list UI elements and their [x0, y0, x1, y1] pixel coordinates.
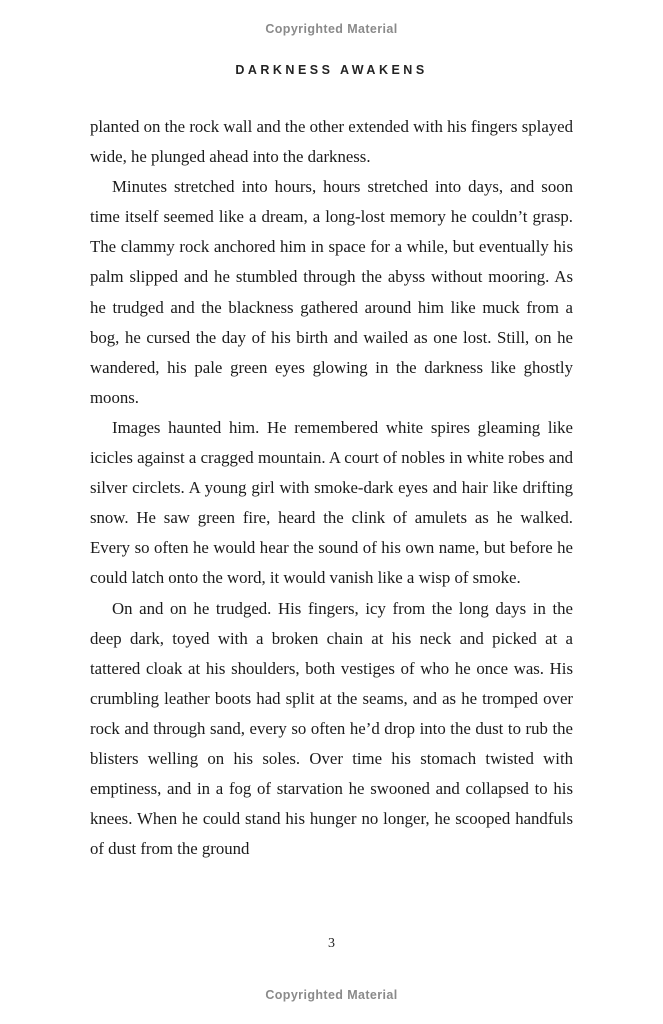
paragraph: On and on he trudged. His fingers, icy from the long days in the deep dark, toyed with a broken chain at his neck and picked at a tattered cloak at his shoulders, both vestiges of who he once was. His crumbling leather boots had split at the seams, and as he tromped over rock and through sand, every so often he’d drop into the dust to rub the blisters welling on his soles. Over time his stomach twisted with emptiness, and in a fog of starvation he swooned and collapsed to his knees. When he could stand his hunger no longer, he scooped handfuls of dust from the ground	[90, 598, 573, 859]
copyright-notice-bottom: Copyrighted Material	[265, 988, 398, 1002]
paragraph: Minutes stretched into hours, hours stretched into days, and soon time itself seemed like a dream, a long-lost memory he couldn’t grasp. The clammy rock anchored him in space for a while, but eventually his palm slipped and he stumbled through the abyss without mooring. As he trudged and the blackness gathered around him like muck from a bog, he cursed the day of his birth and wailed as one lost. Still, on he wandered, his pale green eyes glowing in the darkness like ghostly moons.	[90, 177, 573, 407]
paragraph: Images haunted him. He remembered white spires gleaming like icicles against a cragged mountain. A court of nobles in white robes and silver circlets. A young girl with smoke-dark eyes and hair like drifting snow. He saw green fire, heard the clink of amulets as he walked. Every so often he would hear the sound of his own name, but before he could latch onto the word, it would vanish like a wisp of smoke.	[90, 417, 573, 588]
body-text-block	[90, 112, 573, 864]
copyright-notice-top: Copyrighted Material	[265, 22, 398, 36]
running-head-book-title: DARKNESS AWAKENS	[235, 63, 428, 77]
page-number: 3	[328, 936, 335, 951]
paragraph: planted on the rock wall and the other extended with his fingers splayed wide, he plunged ahead into the darkness.	[90, 117, 573, 167]
